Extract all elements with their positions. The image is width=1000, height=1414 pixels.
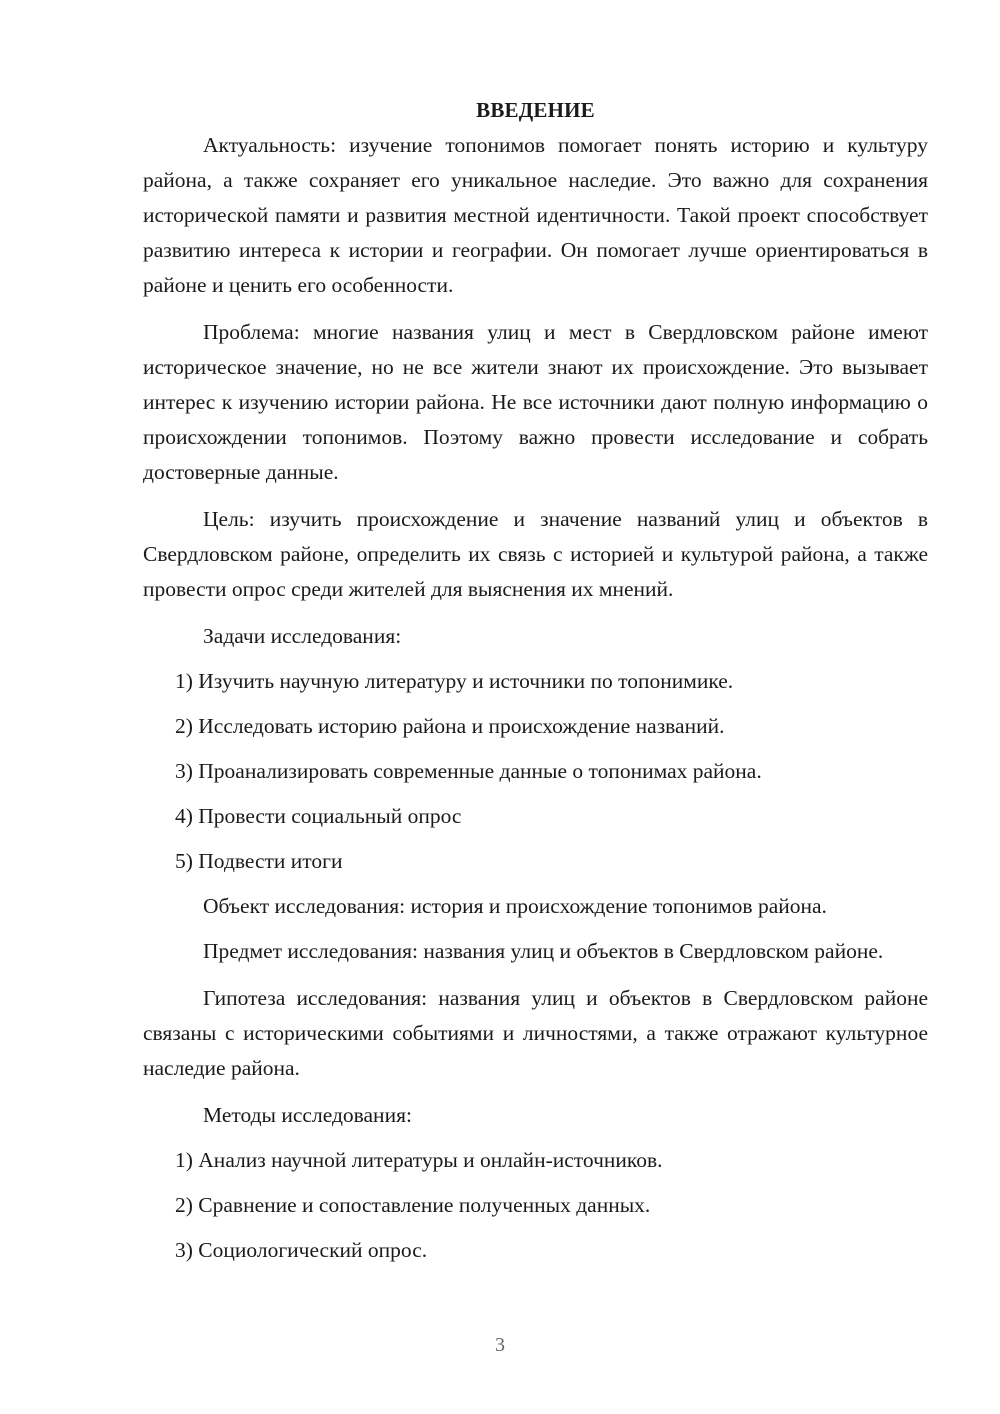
method-item: 3) Социологический опрос.: [175, 1238, 428, 1262]
method-item: 1) Анализ научной литературы и онлайн-источников.: [175, 1148, 663, 1172]
page-number: 3: [495, 1334, 505, 1356]
methods-heading: Методы исследования:: [203, 1103, 412, 1127]
task-item: 2) Исследовать историю района и происхождение названий.: [175, 714, 725, 738]
task-item: 4) Провести социальный опрос: [175, 804, 462, 828]
section-title: ВВЕДЕНИЕ: [476, 98, 595, 122]
method-item: 2) Сравнение и сопоставление полученных данных.: [175, 1193, 651, 1217]
problem-paragraph: Проблема: многие названия улиц и мест в Свердловском районе имеют историческое значение, но не все жители знают их происхождение. Это вызывает интерес к изучению истории района. Не все источники дают полную информацию о происхождении топонимов. Поэтому важно провести исследование и собрать достоверные данные.: [143, 320, 928, 484]
hypothesis-paragraph: Гипотеза исследования: названия улиц и объектов в Свердловском районе связаны с историческими событиями и личностями, а также отражают культурное наследие района.: [143, 986, 928, 1080]
tasks-heading: Задачи исследования:: [203, 624, 402, 648]
task-item: 5) Подвести итоги: [175, 849, 343, 873]
goal-paragraph: Цель: изучить происхождение и значение названий улиц и объектов в Свердловском районе, определить их связь с историей и культурой района, а также провести опрос среди жителей для выяснения их мнений.: [143, 507, 928, 601]
subject-paragraph: Предмет исследования: названия улиц и объектов в Свердловском районе.: [203, 939, 884, 963]
object-paragraph: Объект исследования: история и происхождение топонимов района.: [203, 894, 827, 918]
task-item: 3) Проанализировать современные данные о топонимах района.: [175, 759, 762, 783]
document-page: [143, 92, 928, 1278]
task-item: 1) Изучить научную литературу и источники по топонимике.: [175, 669, 734, 693]
relevance-paragraph: Актуальность: изучение топонимов помогает понять историю и культуру района, а также сохраняет его уникальное наследие. Это важно для сохранения исторической памяти и развития местной идентичности. Такой проект способствует развитию интереса к истории и географии. Он помогает лучше ориентироваться в районе и ценить его особенности.: [143, 133, 928, 297]
